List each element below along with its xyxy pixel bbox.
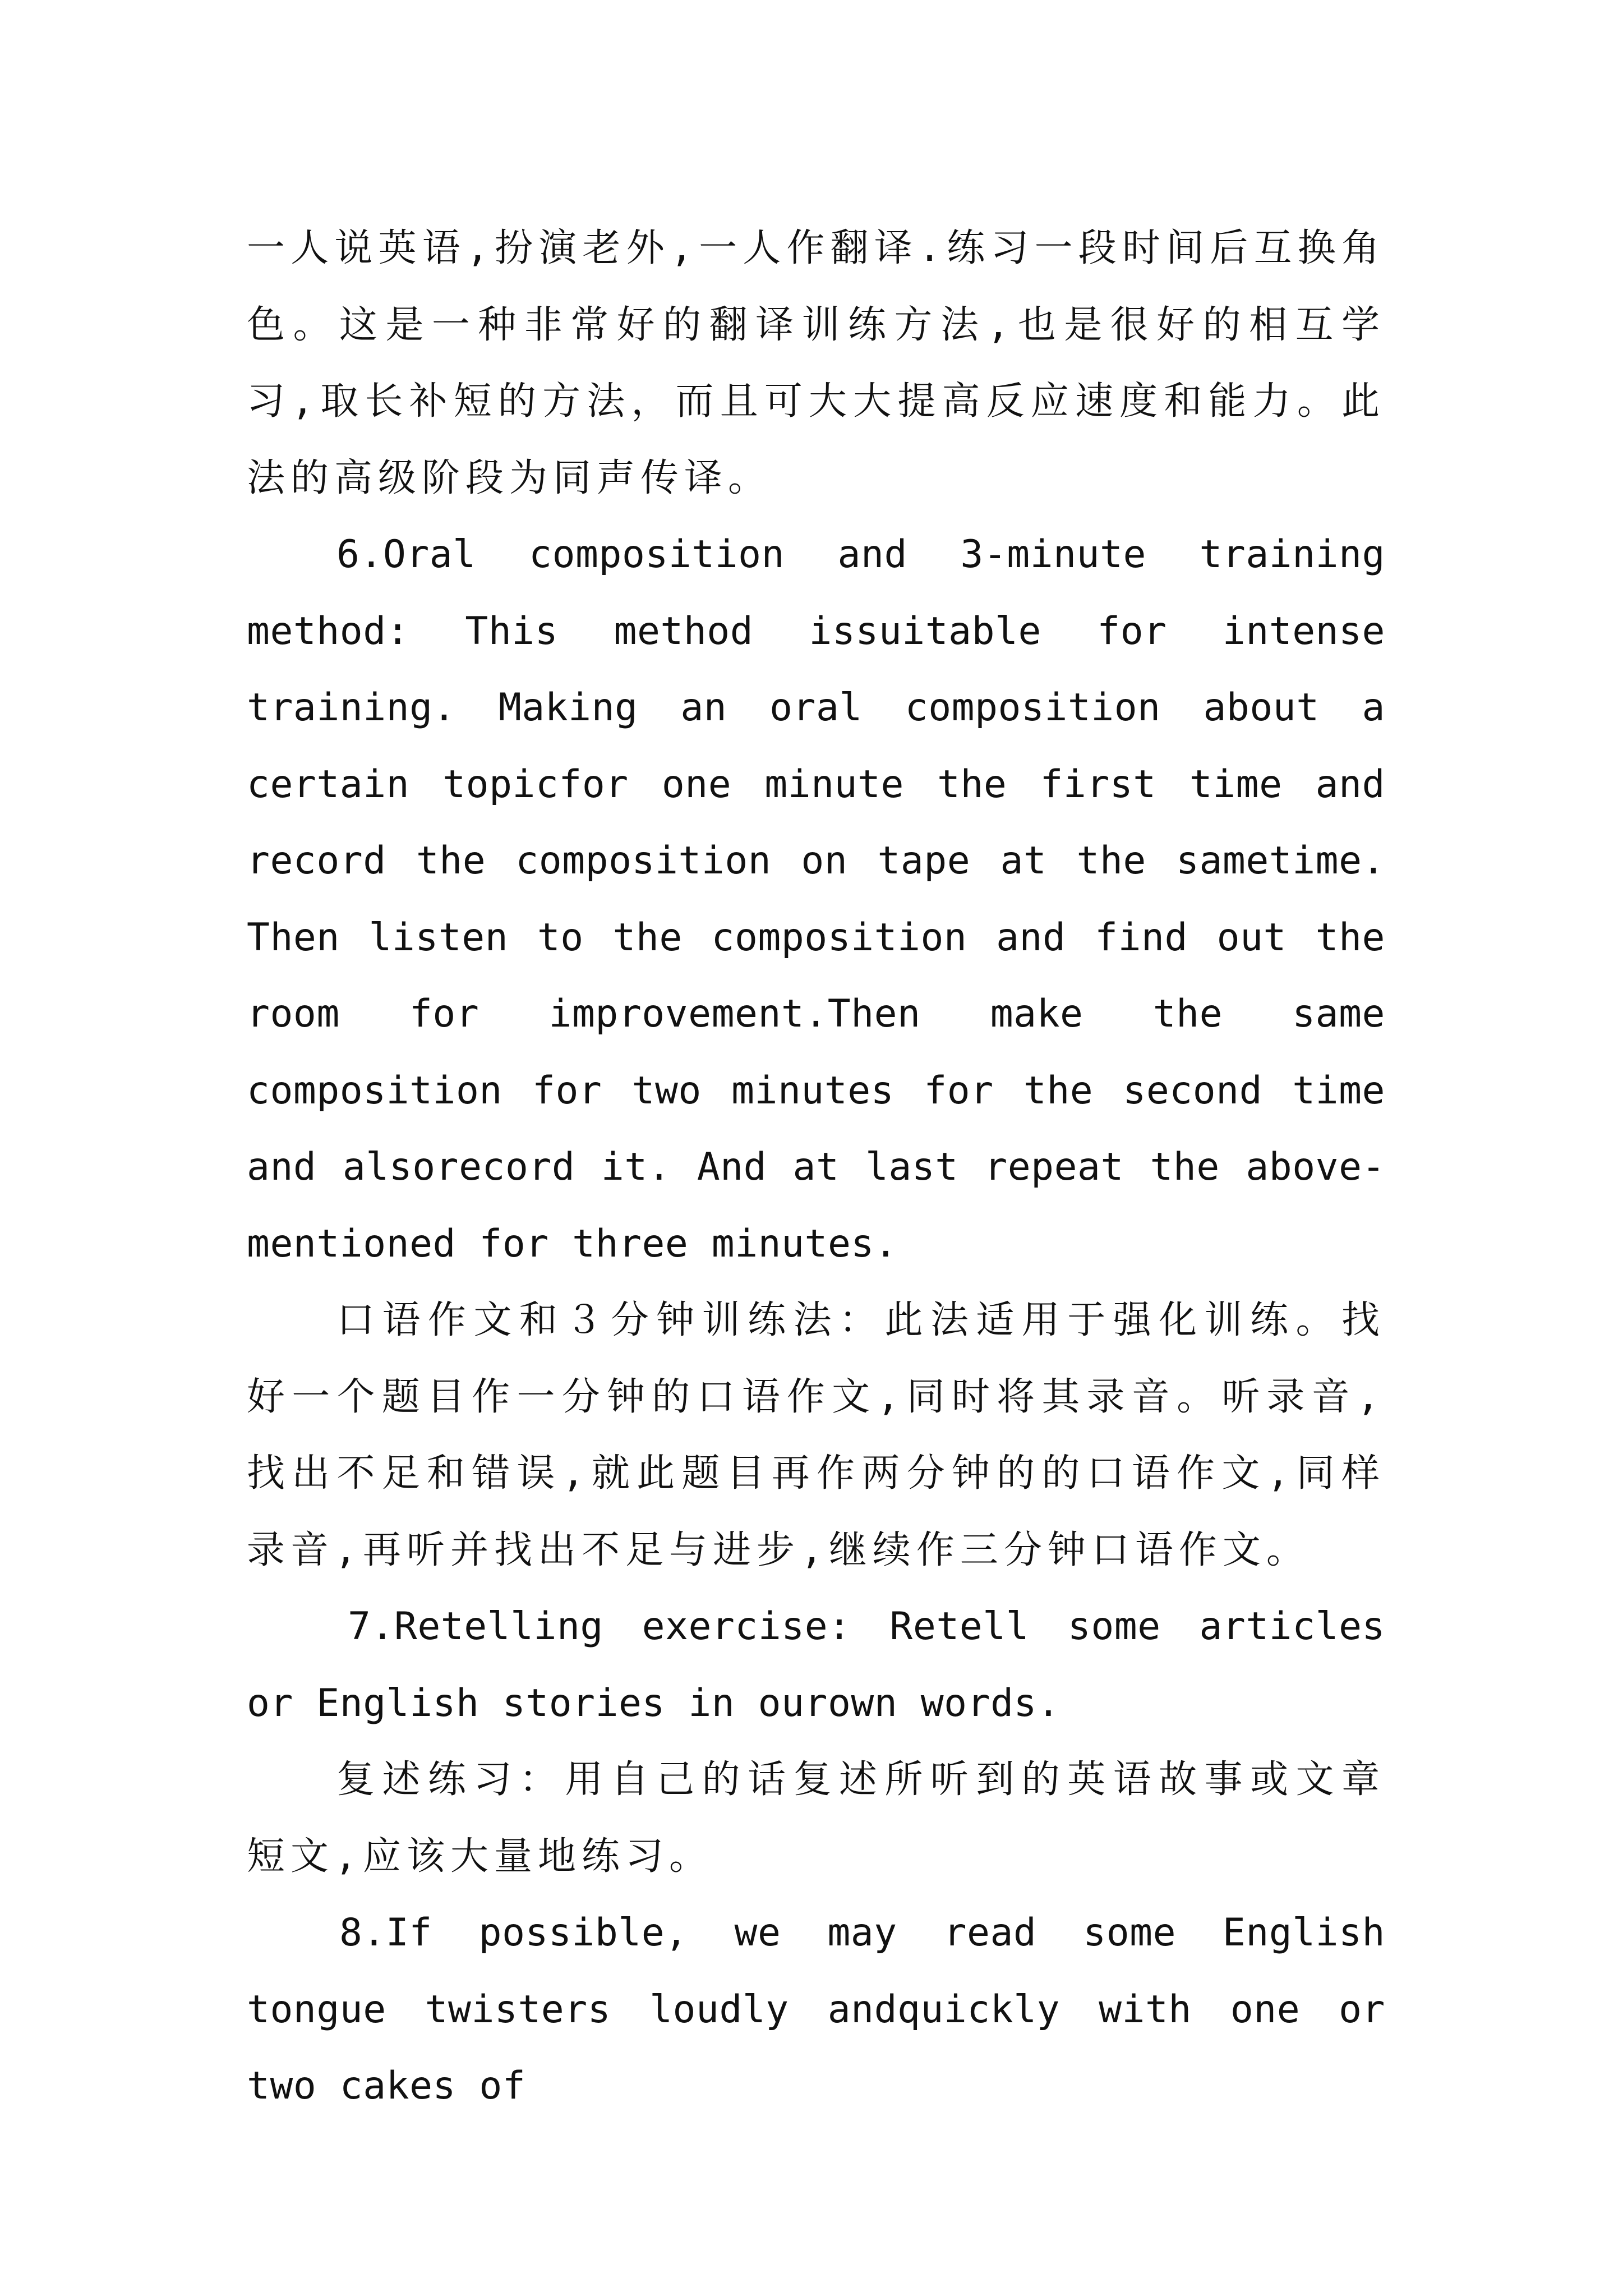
paragraph-oral-composition-cn: 口语作文和３分钟训练法：此法适用于强化训练。找好一个题目作一分钟的口语作文,同时将其录音。听录音,找出不足和错误,就此题目再作两分钟的的口语作文,同样录音,再听并找出不足与进步,继续作三分钟口语作文。: [247, 1298, 1385, 1572]
paragraph-retelling-en: 7.Retelling exercise: Retell some articles or English stories in ourown words.: [247, 1604, 1385, 1726]
document-body: [247, 210, 1385, 2125]
paragraph-oral-composition-en: 6.Oral composition and 3-minute training method: This method issuitable for intense training. Making an oral composition about a certain topicfor one minute the first time and record the composition on tape at the sametime. Then listen to the composition and find out the room for improvement.Then make the same composition for two minutes for the second time and alsorecord it. And at last repeat the above-mentioned for three minutes.: [247, 532, 1385, 1266]
paragraph-interpretation-practice: 一人说英语,扮演老外,一人作翻译.练习一段时间后互换角色。这是一种非常好的翻译训练方法,也是很好的相互学习,取长补短的方法，而且可大大提高反应速度和能力。此法的高级阶段为同声传译。: [247, 226, 1385, 500]
paragraph-retelling-cn: 复述练习：用自己的话复述所听到的英语故事或文章短文,应该大量地练习。: [247, 1757, 1385, 1879]
paragraph-tongue-twisters-en: 8.If possible, we may read some English tongue twisters loudly andquickly with one or two cakes of: [247, 1911, 1385, 2108]
